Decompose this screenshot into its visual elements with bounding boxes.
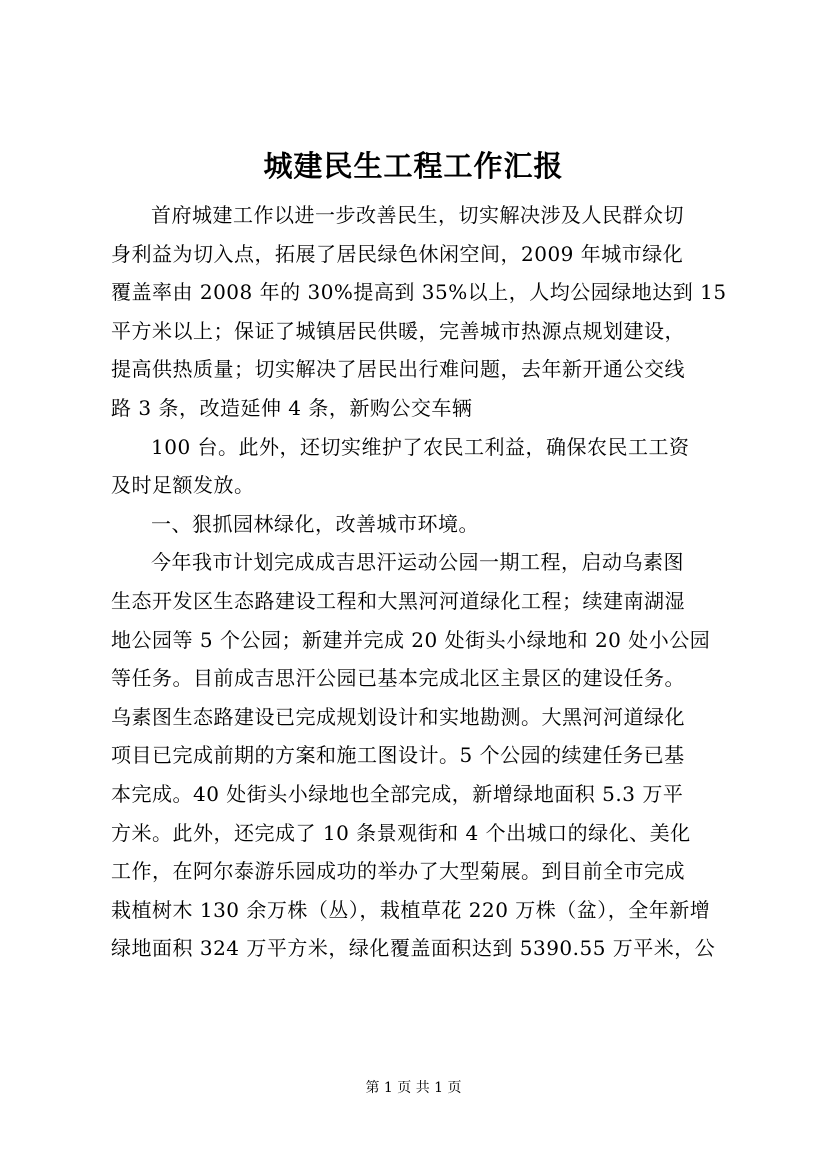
text-line: 今年我市计划完成成吉思汗运动公园一期工程，启动乌素图 (151, 550, 684, 575)
page-footer: 第 1 页 共 1 页 (365, 1080, 462, 1096)
text-line: 提高供热质量；切实解决了居民出行难问题，去年新开通公交线 (111, 357, 685, 382)
text-line: 生态开发区生态路建设工程和大黑河河道绿化工程；续建南湖湿 (111, 588, 685, 613)
document-title: 城建民生工程工作汇报 (263, 149, 564, 183)
text-line: 绿地面积 324 万平方米，绿化覆盖面积达到 5390.55 万平米，公 (111, 936, 716, 961)
text-line: 首府城建工作以进一步改善民生，切实解决涉及人民群众切 (151, 203, 684, 227)
text-line: 100 台。此外，还切实维护了农民工利益，确保农民工工资 (151, 434, 690, 459)
text-line: 工作，在阿尔泰游乐园成功的举办了大型菊展。到目前全市完成 (111, 859, 685, 884)
document-body (111, 196, 726, 968)
text-line: 路 3 条，改造延伸 4 条，新购公交车辆 (111, 395, 473, 420)
section-heading-1 (111, 505, 726, 544)
text-line: 方米。此外，还完成了 10 条景观街和 4 个出城口的绿化、美化 (111, 820, 691, 845)
text-line: 等任务。目前成吉思汗公园已基本完成北区主景区的建设任务。 (111, 666, 685, 691)
text-line: 平方米以上；保证了城镇居民供暖，完善城市热源点规划建设， (111, 318, 685, 343)
text-line: 覆盖率由 2008 年的 30%提高到 35%以上，人均公园绿地达到 15 (111, 280, 727, 305)
text-line: 本完成。40 处街头小绿地也全部完成，新增绿地面积 5.3 万平 (111, 781, 684, 806)
paragraph-2 (111, 428, 726, 505)
text-line: 栽植树木 130 余万株（丛），栽植草花 220 万株（盆），全年新增 (111, 897, 711, 922)
text-line: 地公园等 5 个公园；新建并完成 20 处街头小绿地和 20 处小公园 (111, 627, 711, 652)
text-line: 身利益为切入点，拓展了居民绿色休闲空间，2009 年城市绿化 (111, 241, 684, 266)
text-line: 一、狠抓园林绿化，改善城市环境。 (151, 511, 479, 536)
paragraph-1 (111, 196, 726, 428)
text-line: 及时足额发放。 (111, 473, 255, 498)
paragraph-3 (111, 543, 726, 968)
text-line: 项目已完成前期的方案和施工图设计。5 个公园的续建任务已基 (111, 743, 685, 768)
text-line: 乌素图生态路建设已完成规划设计和实地勘测。大黑河河道绿化 (111, 704, 685, 729)
